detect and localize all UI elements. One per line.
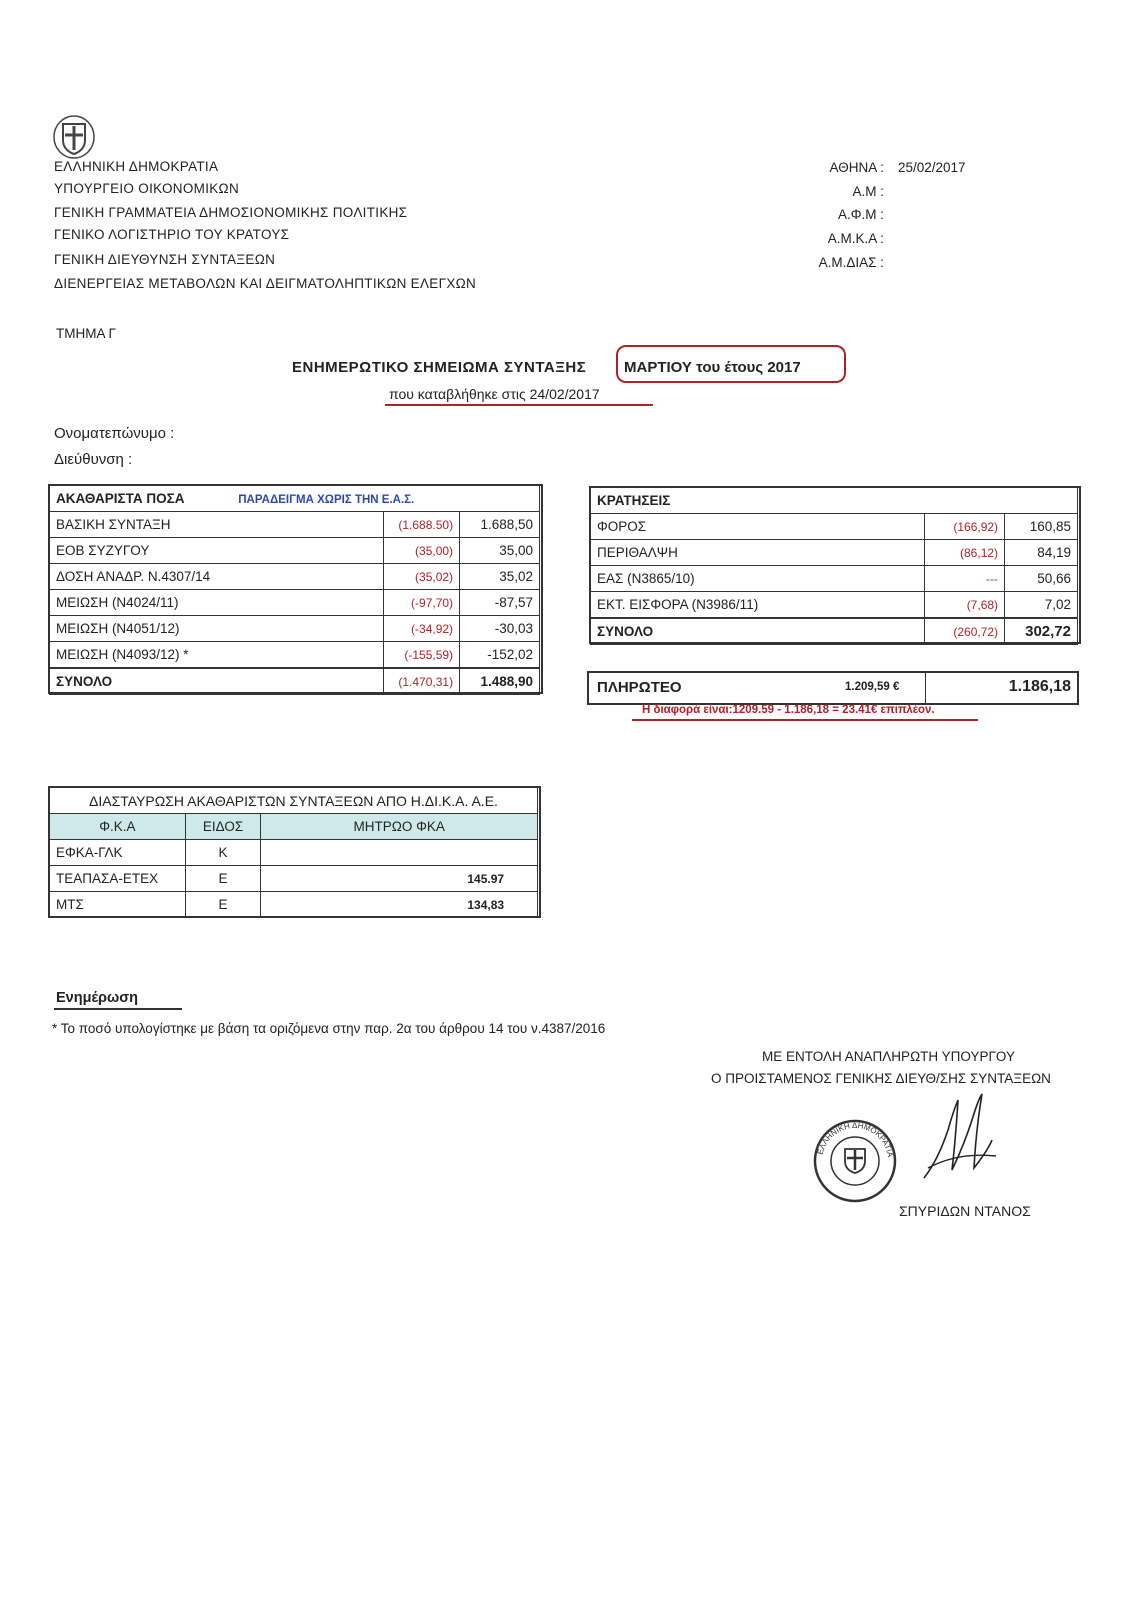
signature-line-2: Ο ΠΡΟΙΣΤΑΜΕΝΟΣ ΓΕΝΙΚΗΣ ΔΙΕΥΘ/ΣΗΣ ΣΥΝΤΑΞΕΩΝ (711, 1071, 1051, 1086)
prev-value: (35,00) (384, 538, 460, 564)
am-label: Α.Μ : (852, 184, 884, 199)
row-value: 50,66 (1005, 566, 1078, 592)
official-seal-icon (812, 1118, 898, 1204)
deductions-heading: ΚΡΑΤΗΣΕΙΣ (591, 488, 1078, 514)
header-line: ΥΠΟΥΡΓΕΙΟ ΟΙΚΟΝΟΜΙΚΩΝ (54, 181, 240, 196)
difference-note: Η διαφορά είναι:1209.59 - 1.186,18 = 23.41€ επιπλέον. (642, 704, 935, 716)
header-line: ΕΛΛΗΝΙΚΗ ΔΗΜΟΚΡΑΤΙΑ (54, 159, 219, 174)
prev-total: (1.470,31) (384, 668, 460, 695)
title-month: ΜΑΡΤΙΟΥ του έτους 2017 (624, 359, 801, 376)
prev-value: (86,12) (925, 540, 1005, 566)
prev-value: (-97,70) (384, 590, 460, 616)
seal-text: ΕΛΛΗΝΙΚΗ ΔΗΜΟΚΡΑΤΙΑ (815, 1120, 895, 1158)
paid-date: που καταβλήθηκε στις 24/02/2017 (389, 386, 600, 402)
prev-value: (35,02) (384, 564, 460, 590)
gross-table-frame (48, 484, 543, 694)
prev-value: (-155,59) (384, 642, 460, 669)
row-label: ΕΚΤ. ΕΙΣΦΟΡΑ (Ν3986/11) (591, 592, 925, 619)
row-label: ΒΑΣΙΚΗ ΣΥΝΤΑΞΗ (50, 512, 384, 538)
type-cell: Ε (185, 892, 261, 918)
signatory-name: ΣΠΥΡΙΔΩΝ ΝΤΑΝΟΣ (899, 1203, 1031, 1219)
payable-divider (925, 673, 926, 703)
type-cell: Ε (185, 866, 261, 892)
prev-value: --- (925, 566, 1005, 592)
row-label: ΦΟΡΟΣ (591, 514, 925, 540)
row-value: -30,03 (460, 616, 540, 642)
row-value: 1.688,50 (460, 512, 540, 538)
total-label: ΣΥΝΟΛΟ (591, 618, 925, 645)
payable-box (587, 671, 1079, 705)
signature-line-1: ΜΕ ΕΝΤΟΛΗ ΑΝΑΠΛΗΡΩΤΗ ΥΠΟΥΡΓΟΥ (762, 1049, 1015, 1064)
header-line: ΔΙΕΝΕΡΓΕΙΑΣ ΜΕΤΑΒΟΛΩΝ ΚΑΙ ΔΕΙΓΜΑΤΟΛΗΠΤΙΚΩΝ ΕΛΕΓΧΩΝ (54, 276, 477, 291)
prev-total: (260,72) (925, 618, 1005, 645)
type-cell: Κ (185, 840, 261, 866)
row-value: 160,85 (1005, 514, 1078, 540)
row-label: ΜΕΙΩΣΗ (Ν4093/12) * (50, 642, 384, 669)
row-value: 35,02 (460, 564, 540, 590)
row-label: ΕΟΒ ΣΥΖΥΓΟΥ (50, 538, 384, 564)
column-header: ΜΗΤΡΩΟ ΦΚΑ (261, 814, 538, 840)
column-header: ΕΙΔΟΣ (185, 814, 261, 840)
address-label: Διεύθυνση : (54, 451, 133, 468)
payable-label: ΠΛΗΡΩΤΕΟ (597, 679, 682, 696)
column-header: Φ.Κ.Α (50, 814, 186, 840)
gross-heading: ΑΚΑΘΑΡΙΣΤΑ ΠΟΣΑ (56, 491, 185, 506)
registry-cell: 145.97 (261, 866, 538, 892)
signature-icon (918, 1090, 998, 1190)
row-label: ΔΟΣΗ ΑΝΑΔΡ. Ν.4307/14 (50, 564, 384, 590)
name-label: Ονοματεπώνυμο : (54, 425, 175, 442)
header-line: ΓΕΝΙΚΗ ΔΙΕΥΘΥΝΣΗ ΣΥΝΤΑΞΕΩΝ (54, 252, 276, 267)
example-note: ΠΑΡΑΔΕΙΓΜΑ ΧΩΡΙΣ ΤΗΝ Ε.Α.Σ. (238, 494, 415, 506)
fka-cell: ΜΤΣ (50, 892, 186, 918)
prev-value: (7,68) (925, 592, 1005, 619)
crosscheck-heading: ΔΙΑΣΤΑΥΡΩΣΗ ΑΚΑΘΑΡΙΣΤΩΝ ΣΥΝΤΑΞΕΩΝ ΑΠΟ Η.ΔΙ.Κ.Α. Α.Ε. (50, 788, 538, 814)
header-line: ΓΕΝΙΚΗ ΓΡΑΜΜΑΤΕΙΑ ΔΗΜΟΣΙΟΝΟΜΙΚΗΣ ΠΟΛΙΤΙΚΗΣ (54, 205, 408, 220)
row-label: ΜΕΙΩΣΗ (Ν4024/11) (50, 590, 384, 616)
crosscheck-table-frame (48, 786, 541, 918)
row-label: ΜΕΙΩΣΗ (Ν4051/12) (50, 616, 384, 642)
registry-cell: 134,83 (261, 892, 538, 918)
fka-cell: ΕΦΚΑ-ΓΛΚ (50, 840, 186, 866)
notice-text: * Το ποσό υπολογίστηκε με βάση τα οριζόμενα στην παρ. 2α του άρθρου 14 του ν.4387/2016 (52, 1021, 606, 1036)
document-date: 25/02/2017 (898, 160, 966, 175)
prev-value: (166,92) (925, 514, 1005, 540)
fka-cell: ΤΕΑΠΑΣΑ-ΕΤΕΧ (50, 866, 186, 892)
row-value: 35,00 (460, 538, 540, 564)
section-label: ΤΜΗΜΑ Γ (56, 326, 116, 341)
total-value: 302,72 (1005, 618, 1078, 645)
row-value: 7,02 (1005, 592, 1078, 619)
header-line: ΓΕΝΙΚΟ ΛΟΓΙΣΤΗΡΙΟ ΤΟΥ ΚΡΑΤΟΥΣ (54, 227, 290, 242)
deductions-table-frame (589, 486, 1081, 644)
coat-of-arms-icon (52, 114, 96, 160)
amdias-label: Α.Μ.ΔΙΑΣ : (818, 255, 884, 270)
page-title: ΕΝΗΜΕΡΩΤΙΚΟ ΣΗΜΕΙΩΜΑ ΣΥΝΤΑΞΗΣ (292, 359, 587, 376)
row-label: ΠΕΡΙΘΑΛΨΗ (591, 540, 925, 566)
payable-previous: 1.209,59 € (845, 681, 900, 693)
row-value: -87,57 (460, 590, 540, 616)
row-value: 84,19 (1005, 540, 1078, 566)
difference-underline (632, 719, 978, 721)
row-value: -152,02 (460, 642, 540, 669)
payable-value: 1.186,18 (1008, 678, 1071, 695)
amka-label: Α.Μ.Κ.Α : (827, 231, 884, 246)
notice-underline (54, 1008, 182, 1010)
prev-value: (-34,92) (384, 616, 460, 642)
total-label: ΣΥΝΟΛΟ (50, 668, 384, 695)
row-label: ΕΑΣ (Ν3865/10) (591, 566, 925, 592)
total-value: 1.488,90 (460, 668, 540, 695)
city-label: ΑΘΗΝΑ : (829, 160, 884, 175)
notice-heading: Ενημέρωση (56, 990, 139, 1006)
afm-label: Α.Φ.Μ : (837, 207, 884, 222)
prev-value: (1.688.50) (384, 512, 460, 538)
paid-date-underline (385, 404, 653, 406)
